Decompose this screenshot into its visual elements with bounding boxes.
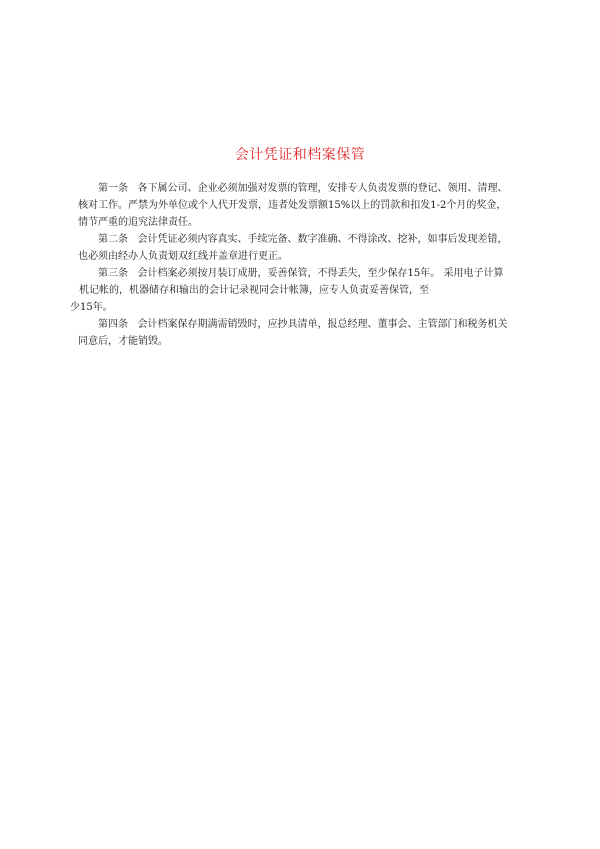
article-1-line-3: 情节严重的追究法律责任。 bbox=[78, 217, 198, 228]
article-2 bbox=[78, 231, 528, 265]
article-2-line-1 bbox=[78, 231, 528, 248]
article-4 bbox=[78, 316, 528, 350]
document-title: 会计凭证和档案保管 bbox=[234, 147, 366, 163]
document-body bbox=[70, 180, 528, 350]
article-2-text-1: 会计凭证必须内容真实、手续完备、数字准确、不得涂改、挖补，如事后发现差错， bbox=[137, 234, 508, 245]
article-1-line-2: 核对工作。严禁为外单位或个人代开发票，违者处发票额15%以上的罚款和扣发1-2个月的奖金， bbox=[78, 200, 507, 211]
article-4-text-1: 会计档案保存期满需销毁时，应抄具清单，报总经理、董事会、主管部门和税务机关 bbox=[137, 319, 508, 330]
article-4-line-2: 同意后，才能销毁。 bbox=[78, 336, 168, 347]
article-3-line-2: 机记帐的，机器储存和输出的会计记录视同会计帐簿，应专人负责妥善保管，至 bbox=[79, 285, 429, 296]
article-4-line-1 bbox=[78, 316, 528, 333]
article-3-line-1 bbox=[78, 265, 528, 282]
article-3-text-1: 会计档案必须按月装订成册，妥善保管，不得丢失，至少保存15年。 采用电子计算 bbox=[137, 268, 504, 279]
article-1-line-1 bbox=[78, 180, 528, 197]
article-1-text-1: 各下属公司、企业必须加强对发票的管理，安排专人负责发票的登记、领用、清理、 bbox=[137, 183, 508, 194]
article-3-label: 第三条 bbox=[98, 268, 128, 279]
article-1 bbox=[78, 180, 528, 231]
article-2-label: 第二条 bbox=[98, 234, 128, 245]
article-1-label: 第一条 bbox=[98, 183, 128, 194]
article-3 bbox=[70, 265, 528, 316]
article-4-label: 第四条 bbox=[98, 319, 128, 330]
article-2-line-2: 也必须由经办人负责划双红线并盖章进行更正。 bbox=[78, 251, 288, 262]
article-3-line-3: 少15年。 bbox=[70, 302, 113, 313]
